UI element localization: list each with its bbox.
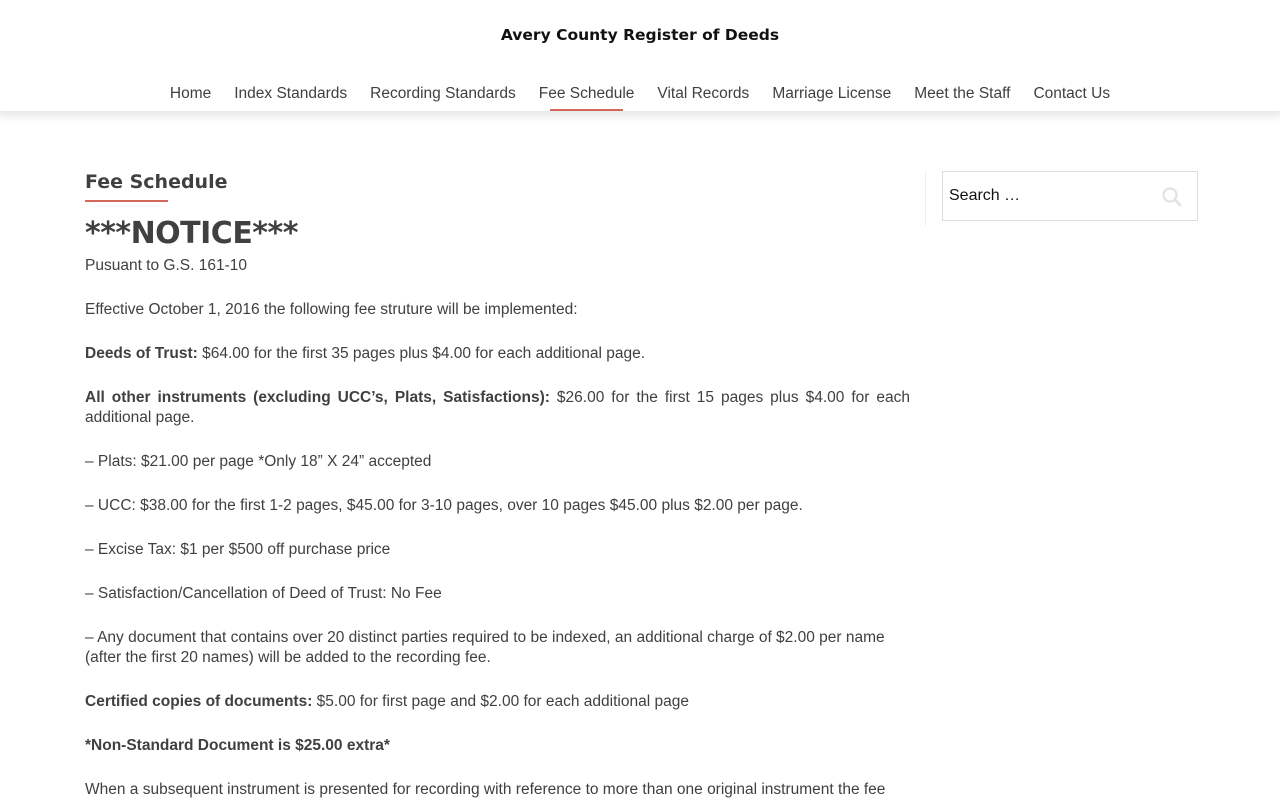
site-title[interactable]: Avery County Register of Deeds: [500, 26, 780, 44]
main-nav: [0, 84, 1280, 111]
paragraph-satisfaction: – Satisfaction/Cancellation of Deed of Trust: No Fee: [85, 585, 442, 602]
paragraph-plats: – Plats: $21.00 per page *Only 18” X 24” accepted: [85, 453, 432, 470]
paragraph-excise-tax: – Excise Tax: $1 per $500 off purchase price: [85, 541, 391, 558]
main-content: [85, 160, 910, 800]
paragraph-subsequent-instrument: When a subsequent instrument is presented for recording with reference to more than one original instrument the fee: [85, 781, 886, 798]
paragraph-ucc: – UCC: $38.00 for the first 1-2 pages, $45.00 for 3-10 pages, over 10 pages $45.00 plus $2.00 per page.: [85, 497, 803, 514]
fee-content: [85, 256, 910, 800]
nav-item-vital-records[interactable]: Vital Records: [657, 85, 750, 102]
search-icon[interactable]: [1161, 186, 1183, 208]
paragraph-non-standard: *Non-Standard Document is $25.00 extra*: [85, 737, 390, 754]
nav-item-index-standards[interactable]: Index Standards: [234, 85, 348, 102]
nav-item-fee-schedule[interactable]: Fee Schedule: [539, 84, 635, 111]
paragraph-certified-copies: Certified copies of documents: $5.00 for first page and $2.00 for each additional page: [85, 693, 689, 710]
nav-item-marriage-license[interactable]: Marriage License: [772, 85, 892, 102]
header-shadow: [0, 111, 1280, 125]
paragraph-effective-date: Effective October 1, 2016 the following fee struture will be implemented:: [85, 301, 578, 318]
notice-heading: ***NOTICE***: [85, 216, 298, 251]
title-underline: [85, 200, 168, 202]
nav-item-meet-the-staff[interactable]: Meet the Staff: [914, 85, 1011, 102]
paragraph-statute: Pusuant to G.S. 161-10: [85, 257, 247, 274]
search-input[interactable]: [943, 172, 1153, 220]
sidebar: [925, 170, 1197, 226]
search-form: [942, 171, 1198, 221]
paragraph-other-instruments: All other instruments (excluding UCC’s, Plats, Satisfactions): $26.00 for the first 15 pages plus $4.00 for each additional page.: [85, 389, 910, 426]
page-title: Fee Schedule: [85, 171, 228, 193]
site-header: [0, 0, 1280, 111]
nav-item-home[interactable]: Home: [169, 85, 212, 102]
paragraph-parties: – Any document that contains over 20 distinct parties required to be indexed, an additional charge of $2.00 per name (after the first 20 names) will be added to the recording fee.: [85, 629, 885, 666]
nav-item-contact-us[interactable]: Contact Us: [1033, 85, 1111, 102]
paragraph-deeds-of-trust: Deeds of Trust: $64.00 for the first 35 pages plus $4.00 for each additional page.: [85, 345, 646, 362]
nav-item-recording-standards[interactable]: Recording Standards: [370, 85, 516, 102]
